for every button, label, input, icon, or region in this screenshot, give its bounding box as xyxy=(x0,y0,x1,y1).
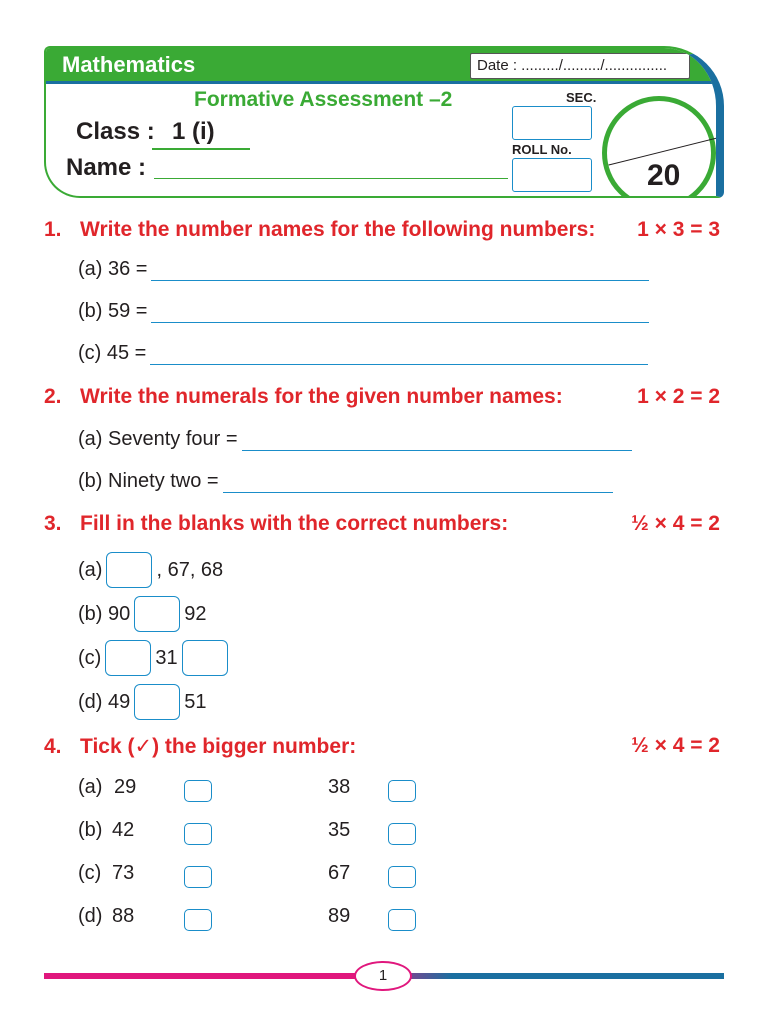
roll-field[interactable] xyxy=(512,158,592,192)
question-1-heading xyxy=(44,218,720,242)
question-text: Write the numerals for the given number names: xyxy=(80,385,563,408)
q1-item-a xyxy=(78,258,649,281)
item-after: 51 xyxy=(184,690,207,713)
item-label: (b) xyxy=(78,819,103,841)
q4-item-b xyxy=(78,819,438,849)
item-middle: 31 xyxy=(155,646,178,669)
item-label: (a) Seventy four = xyxy=(78,428,238,450)
question-2-heading xyxy=(44,385,720,409)
q3-item-a xyxy=(78,552,223,588)
marks-total: 20 xyxy=(647,159,681,192)
item-label: (a) xyxy=(78,558,103,581)
question-marks: 1 × 3 = 3 xyxy=(637,218,720,241)
item-label: (b) Ninety two = xyxy=(78,470,219,492)
answer-line[interactable] xyxy=(151,263,649,281)
roll-label: ROLL No. xyxy=(512,142,572,157)
left-number: 42 xyxy=(112,819,135,841)
header-bar xyxy=(46,48,716,84)
question-number: 2. xyxy=(44,385,62,408)
left-number: 29 xyxy=(114,776,137,798)
answer-line[interactable] xyxy=(242,433,632,451)
item-label: (a) 36 = xyxy=(78,258,148,280)
tick-box-left[interactable] xyxy=(184,866,212,888)
q2-item-a xyxy=(78,428,632,451)
question-text: Tick (✓) the bigger number: xyxy=(80,735,357,758)
question-4-heading xyxy=(44,734,720,759)
answer-box[interactable] xyxy=(105,640,151,676)
subject-title: Mathematics xyxy=(62,52,196,77)
right-number: 38 xyxy=(328,776,351,798)
question-text: Write the number names for the following numbers: xyxy=(80,218,596,241)
question-number: 1. xyxy=(44,218,62,241)
q1-item-b xyxy=(78,300,649,323)
name-label: Name : xyxy=(66,154,147,181)
answer-line[interactable] xyxy=(150,347,648,365)
tick-box-right[interactable] xyxy=(388,866,416,888)
tick-box-left[interactable] xyxy=(184,823,212,845)
item-label: (b) 90 xyxy=(78,602,131,625)
header-card xyxy=(44,46,724,198)
item-label: (d) xyxy=(78,905,103,927)
class-value: 1 (i) xyxy=(152,118,250,150)
tick-box-left[interactable] xyxy=(184,780,212,802)
item-label: (c) 45 = xyxy=(78,342,147,364)
question-3-heading xyxy=(44,512,720,536)
left-number: 73 xyxy=(112,862,135,884)
item-label: (d) 49 xyxy=(78,690,131,713)
answer-box[interactable] xyxy=(182,640,228,676)
question-number: 4. xyxy=(44,735,62,758)
marks-circle xyxy=(602,96,716,198)
right-number: 67 xyxy=(328,862,351,884)
assessment-title: Formative Assessment –2 xyxy=(194,88,453,111)
question-marks: ½ × 4 = 2 xyxy=(631,734,720,757)
question-number: 3. xyxy=(44,512,62,535)
page-number: 1 xyxy=(354,961,412,991)
question-marks: ½ × 4 = 2 xyxy=(631,512,720,535)
name-field[interactable] xyxy=(154,178,508,179)
tick-box-right[interactable] xyxy=(388,909,416,931)
item-label: (a) xyxy=(78,776,103,798)
tick-box-left[interactable] xyxy=(184,909,212,931)
question-text: Fill in the blanks with the correct numbers: xyxy=(80,512,509,535)
right-number: 35 xyxy=(328,819,351,841)
date-field[interactable]: Date : ........./........./............... xyxy=(470,53,690,79)
q2-item-b xyxy=(78,470,613,493)
answer-box[interactable] xyxy=(134,596,180,632)
question-marks: 1 × 2 = 2 xyxy=(637,385,720,408)
q3-item-d xyxy=(78,684,207,720)
item-after: , 67, 68 xyxy=(156,558,224,581)
class-label: Class : xyxy=(76,118,155,145)
sec-field[interactable] xyxy=(512,106,592,140)
sec-label: SEC. xyxy=(566,90,597,105)
item-label: (c) xyxy=(78,646,102,669)
q4-item-d xyxy=(78,905,438,935)
item-label: (c) xyxy=(78,862,102,884)
answer-box[interactable] xyxy=(106,552,152,588)
answer-line[interactable] xyxy=(151,305,649,323)
q4-item-a xyxy=(78,776,438,806)
tick-box-right[interactable] xyxy=(388,823,416,845)
q4-item-c xyxy=(78,862,438,892)
answer-line[interactable] xyxy=(223,475,613,493)
q3-item-c xyxy=(78,640,232,676)
answer-box[interactable] xyxy=(134,684,180,720)
tick-box-right[interactable] xyxy=(388,780,416,802)
item-label: (b) 59 = xyxy=(78,300,148,322)
item-after: 92 xyxy=(184,602,207,625)
q3-item-b xyxy=(78,596,207,632)
left-number: 88 xyxy=(112,905,135,927)
right-number: 89 xyxy=(328,905,351,927)
q1-item-c xyxy=(78,342,648,365)
